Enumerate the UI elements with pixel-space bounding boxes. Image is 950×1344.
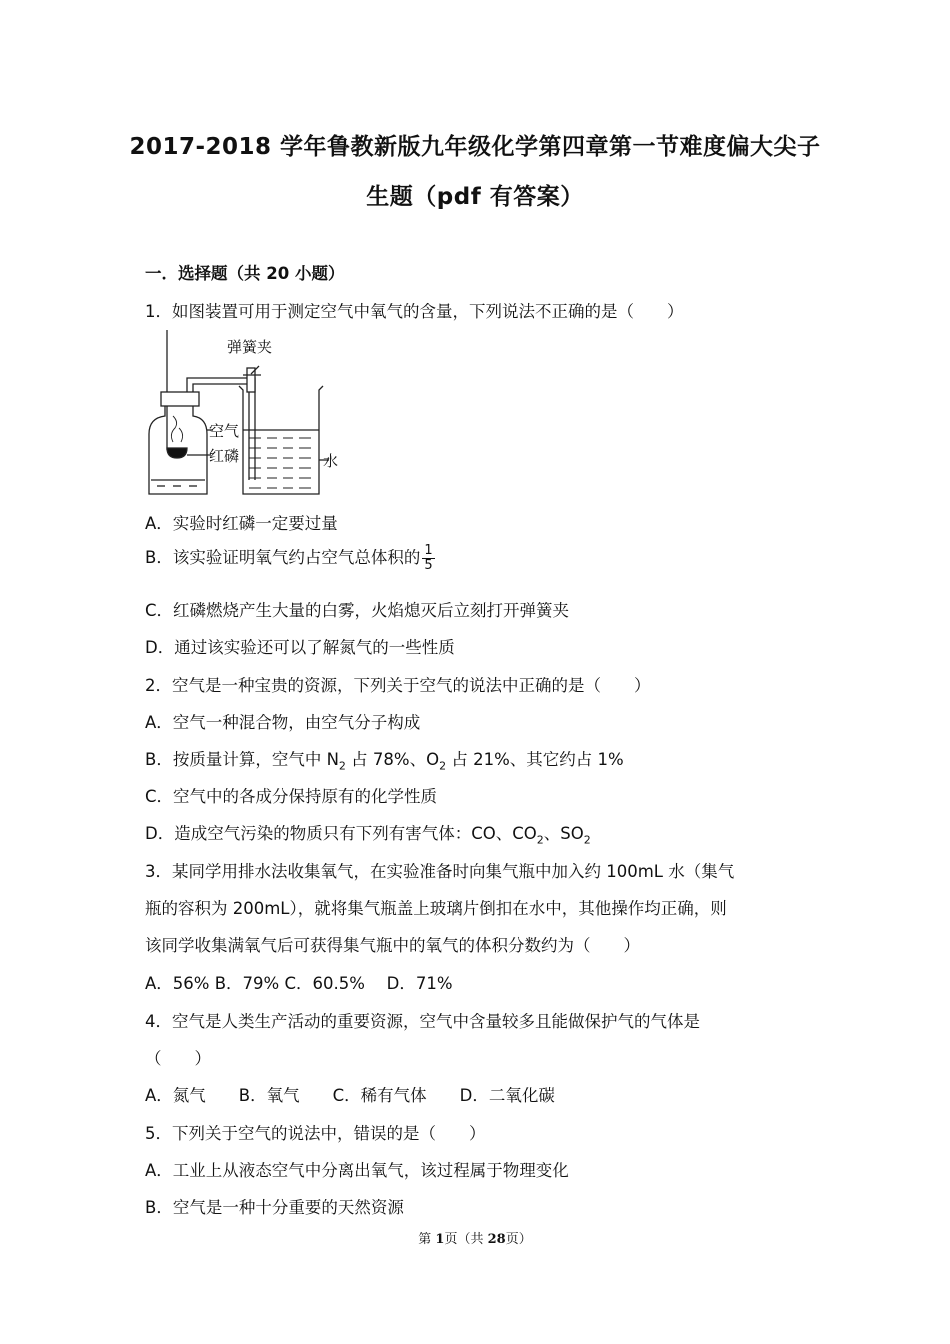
question-3-line2: 瓶的容积为 200mL），就将集气瓶盖上玻璃片倒扣在水中，其他操作均正确，则 (145, 899, 727, 918)
question-5: 5．下列关于空气的说法中，错误的是（ ） (145, 1124, 486, 1143)
q2-option-a: A．空气一种混合物，由空气分子构成 (145, 713, 421, 732)
page-title-line1: 2017-2018 学年鲁教新版九年级化学第四章第一节难度偏大尖子 (129, 134, 821, 160)
page-title-line2: 生题（pdf 有答案） (366, 184, 584, 210)
question-3-line3: 该同学收集满氧气后可获得集气瓶中的氧气的体积分数约为（ ） (145, 936, 640, 955)
q4-options: A．氮气 B．氧气 C．稀有气体 D．二氧化碳 (145, 1086, 555, 1105)
q1-option-c: C．红磷燃烧产生大量的白雾，火焰熄灭后立刻打开弹簧夹 (145, 601, 570, 620)
clip-label: 弹簧夹 (227, 338, 273, 356)
q1-option-b-text: B．该实验证明氧气约占空气总体积的 (145, 548, 421, 567)
q2-option-d-part2: 、SO (543, 824, 584, 843)
apparatus-diagram (143, 330, 343, 500)
q1-option-b (145, 544, 435, 573)
question-1: 1．如图装置可用于测定空气中氧气的含量，下列说法不正确的是（ ） (145, 302, 684, 321)
footer-mid: 页（共 (444, 1232, 488, 1247)
page-footer (0, 1228, 950, 1247)
q5-option-b: B．空气是一种十分重要的天然资源 (145, 1198, 404, 1217)
q5-option-a: A．工业上从液态空气中分离出氧气，该过程属于物理变化 (145, 1161, 569, 1180)
question-4-line1: 4．空气是人类生产活动的重要资源，空气中含量较多且能做保护气的气体是 (145, 1012, 700, 1031)
q1-option-d: D．通过该实验还可以了解氮气的一些性质 (145, 638, 455, 657)
fraction-denominator: 5 (424, 558, 433, 573)
q2-option-d-sub1: 2 (536, 833, 544, 847)
section-heading: 一．选择题（共 20 小题） (145, 264, 345, 283)
q2-option-b-part2: 占 78%、O (345, 750, 440, 769)
question-3-line1: 3．某同学用排水法收集氧气，在实验准备时向集气瓶中加入约 100mL 水（集气 (145, 862, 735, 881)
footer-prefix: 第 (418, 1232, 436, 1247)
q1-option-a: A．实验时红磷一定要过量 (145, 514, 338, 533)
q2-option-d-part1: D．造成空气污染的物质只有下列有害气体：CO、CO (145, 824, 537, 843)
q2-option-d (145, 820, 591, 846)
fraction-numerator: 1 (424, 543, 433, 558)
water-label: 水 (323, 452, 339, 470)
q2-option-b-sub1: 2 (338, 759, 346, 773)
question-4-line2: （ ） (145, 1049, 211, 1068)
apparatus-figure (143, 330, 343, 504)
q2-option-c: C．空气中的各成分保持原有的化学性质 (145, 787, 438, 806)
q2-option-b-part1: B．按质量计算，空气中 N (145, 750, 339, 769)
q2-option-b-sub2: 2 (439, 759, 447, 773)
question-2: 2．空气是一种宝贵的资源，下列关于空气的说法中正确的是（ ） (145, 676, 651, 695)
footer-page-number: 1 (435, 1232, 445, 1247)
footer-total-pages: 28 (487, 1232, 506, 1247)
q2-option-d-sub2: 2 (583, 833, 591, 847)
air-label: 空气 (209, 422, 240, 440)
phosphorus-label: 红磷 (209, 447, 240, 465)
fraction (422, 544, 434, 573)
q2-option-b-part3: 占 21%、其它约占 1% (446, 750, 624, 769)
q2-option-b (145, 746, 624, 772)
q3-options: A．56% B．79% C．60.5% D．71% (145, 974, 453, 993)
footer-suffix: 页） (505, 1232, 532, 1247)
